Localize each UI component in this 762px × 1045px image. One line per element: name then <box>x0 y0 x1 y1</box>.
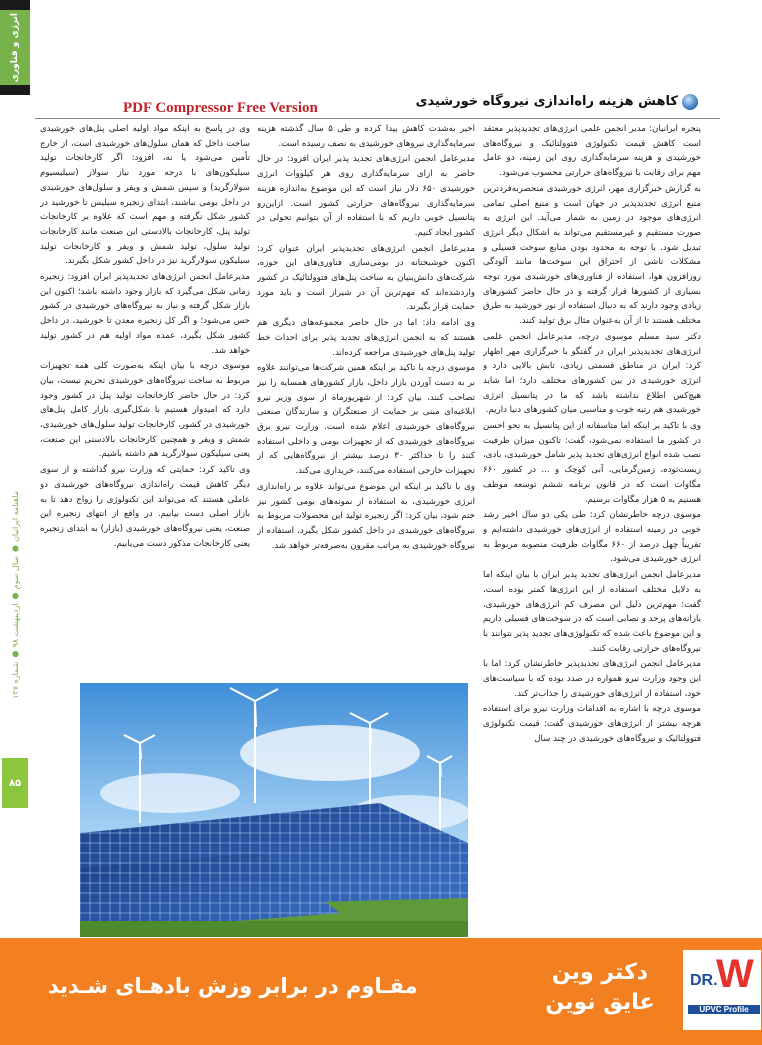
paragraph: وی با تاکید بر اینکه این موضوع می‌تواند علاوه بر راه‌اندازی انرژی خورشیدی، به استفاده از نمونه‌های بومی کشور نیز ختم شود، بیان کرد: اگر زنجیره تولید این محصولات مربوط به نیروگاه‌های خورشیدی در داخل کشور شکل بگیرد، استفاده از نیروگاه خورشیدی به مراتب مقرون به‌صرفه‌تر خواهد شد. <box>257 481 475 551</box>
paragraph: وی ادامه داد: اما در حال حاضر مجموعه‌های دیگری هم هستند که به انجمن انرژی‌های تجدید پذیر برای احداث خط تولید پنل‌های خورشیدی مراجعه کرده‌اند. <box>257 318 475 358</box>
page-number: ۸۵ <box>2 758 28 808</box>
section-tab <box>0 10 30 85</box>
brand-logo-subtitle: UPVC Profile <box>688 1005 760 1014</box>
paragraph: دکتر سید مسلم موسوی درچه، مدیرعامل انجمن علمی انرژی‌های تجدیدپذیر ایران در گفتگو با خبرگزاری مهر اظهار کرد: ایران در مناطق قسمتی زیادی، تابش بالایی دارد و انرژی خورشیدی در بین کشورهای مختلف دارد؛ اما شاید هیچ‌کس اطلاع نداشته باشد که ما در پتانسیل انرژی خورشیدی هم رتبه خوب و مناسبی میان کشورهای دنیا داریم. <box>483 331 701 416</box>
pdf-watermark: PDF Compressor Free Version <box>123 100 318 116</box>
article-column-right <box>483 122 701 882</box>
banner-brand-name: دکتر وین عایق نوین <box>545 960 655 1015</box>
article-column-left <box>40 122 250 682</box>
brand-logo-dr: DR. <box>690 972 718 989</box>
paragraph: وی با تاکید بر اینکه اما متاسفانه از این پتانسیل به نحو احسن در کشور ما استفاده نمی‌شود، گفت: تاکنون میزان ظرفیت نصب شده انواع انرژی‌های تجدید پذیر شامل خورشیدی، بادی، زیست‌توده، زمین‌گرمایی، آبی کوچک و ... در کشور ۶۶۰ مگاوات است که در قانون برنامه ششم توسعه موظف هستیم به ۵ هزار مگاوات برسیم. <box>483 421 701 505</box>
article-column-middle <box>257 122 475 682</box>
paragraph: اخیر به‌شدت کاهش پیدا کرده و طی ۵ سال گذشته هزینه سرمایه‌گذاری نیروهای خورشیدی به نصف رسیده است. <box>257 124 475 149</box>
paragraph: پنجره ایرانیان: مدیر انجمن علمی انرژی‌های تجدیدپذیر معتقد است کاهش قیمت تکنولوژی فتوولتائیک و نیروگاه‌های خورشیدی و هزینه سرمایه‌گذاری روی این زمینه، دو عامل مهم برای رقابت با نیروگاه‌های حرارتی محسوب می‌شود. <box>483 124 701 179</box>
brand-logo-w: W <box>716 952 754 996</box>
paragraph: مدیرعامل انجمن انرژی‌های تجدیدپذیر خاطرنشان کرد: اما با این وجود وزارت نیرو همواره در صدد بوده که با سیاست‌های خود، استفاده از انرژی‌های خورشیدی را جذاب‌تر کند. <box>483 659 701 699</box>
paragraph: وی در پاسخ به اینکه مواد اولیه اصلی پنل‌های خورشیدی ساخت داخل که همان سلول‌های خورشیدی است، از خارج تأمین می‌شود یا نه، افزود: اگر کارخانجات تولید سیلیکون‌های با درجه مورد نیاز سولار (سیلیسیوم سولارگرید) و سپس شمش و ویفر و سلول‌های خورشیدی در داخل بومی نباشند، ابتدای زنجیره سیلیس تا خورشید در کشور شکل نگرفته و مهم است که علاوه بر کارخانجات تولید پنل، کارخانجات بالادستی این صنعت مانند کارخانجات تولید سلول، تولید شمش و ویفر و کارخانجات تولید سیلیکون سولارگرید نیز در داخل کشور شکل بگیرند. <box>40 124 250 267</box>
magazine-issue-info <box>4 410 26 780</box>
solar-panels-photo <box>80 683 468 937</box>
article-title: کاهش هزینه راه‌اندازی نیروگاه خورشیدی <box>415 94 678 109</box>
paragraph: موسوی درچه با تاکید بر اینکه همین شرکت‌ها می‌توانند علاوه بر به دست آوردن بازار داخل، بازار کشورهای همسایه را نیز تصاحب کنند، بیان کرد: از شهریورماه از سوی وزیر نیرو ابلاغیه‌ای مبنی بر حمایت از صنعتگران و سازندگان صنعتی نیروگاه‌های خورشیدی اعلام شده است. وزارت نیرو برق نیروگاه‌های خورشیدی که از تجهیزات بومی و داخلی استفاده کنند را تا حداکثر ۳۰ درصد بیشتر از نیروگاه‌هایی که از تجهیزات خارجی استفاده می‌کنند، خریداری می‌کند. <box>257 363 475 477</box>
paragraph: موسوی درچه خاطرنشان کرد: طی یکی دو سال اخیر رشد خوبی در زمینه استفاده از انرژی‌های خورشیدی داشته‌ایم و تقریباً چهل درصد از ۶۶۰ مگاوات ظرفیت منصوبه مربوط به انرژی خورشیدی می‌شود. <box>483 510 701 565</box>
magazine-issue-text: ماهنامه ایرانیان ● سال سوم ● اردیبهشت ۹۸ ● شماره ۱۲۷ <box>10 491 20 699</box>
paragraph: به گزارش خبرگزاری مهر، انرژی خورشیدی منحصربه‌فردترین منبع انرژی تجدیدپذیر در جهان است و منبع اصلی تمامی انرژی‌های موجود در زمین به شمار می‌آید. این انرژی به صورت مستقیم و غیرمستقیم می‌تواند به اشکال دیگر انرژی تبدیل شود. با توجه به محدود بودن منابع سوخت فسیلی و مشکلات ناشی از احتراق این سوخت‌ها مانند آلودگی روزافزون هوا، استفاده از فناوری‌های خورشیدی مورد توجه بسیاری از کشورها قرار گرفته و در حال حاضر کشورهای زیادی وجود دارند که به دنبال استفاده از نور خورشید به طرق مختلف هستند تا از آن به‌عنوان مثال برق تولید کنند. <box>483 183 701 327</box>
globe-icon <box>682 94 698 110</box>
paragraph: مدیرعامل انجمن انرژی‌های تجدید پذیر ایران با بیان اینکه اما به دلایل مختلف استفاده از این انرژی‌ها کمتر بوده است، گفت: مهم‌ترین دلیل این مصرف کم انرژی‌های خورشیدی، یارانه‌های پرحد و نصابی است که در سوخت‌های فسیلی داریم و این موضوع باعث شده که تکنولوژی‌های تجدید پذیر نتوانند با نیروگاه‌های حرارتی رقابت کنند. <box>483 570 701 654</box>
paragraph: مدیرعامل انجمن انرژی‌های تجدیدپذیر ایران عنوان کرد: اکنون خوشبختانه در بومی‌سازی فناوری‌های این حوزه، شرکت‌های دانش‌بنیان به ساخت پنل‌های فتوولتائیک در کشور واردشده‌اند که مهم‌ترین آن در شیراز است و باید مورد حمایت قرار بگیرند. <box>257 243 475 313</box>
paragraph: مدیرعامل انجمن انرژی‌های تجدیدپذیر ایران افزود: زنجیره زمانی شکل می‌گیرد که بازار وجود داشته باشد؛ اکنون این بازار شکل گرفته و نیاز به نیروگاه‌های خورشیدی در کشور حس می‌شود؛ و اگر کل زنجیره معدن تا خورشید، در داخل کشور شکل بگیرد، عمده مواد اولیه هم در کشور تولید خواهد شد. <box>40 272 250 356</box>
paragraph: وی تاکید کرد: حمایتی که وزارت نیرو گذاشته و از سوی دیگر کاهش قیمت راه‌اندازی نیروگاه‌های خورشیدی دو عاملی هستند که می‌تواند این تکنولوژی را رواج دهد تا به بازار اصلی دست بیابیم. در واقع از انتهای زنجیره این صنعت، یعنی نیروگاه‌های خورشیدی (بازار) به ابتدای زنجیره یعنی کارخانجات مذکور دست می‌یابیم. <box>40 465 250 549</box>
title-divider <box>35 118 720 119</box>
section-tab-label: انرژی و فناوری <box>10 12 20 83</box>
banner-slogan: مقـاوم در برابر وزش بادهـای شـدید <box>48 974 418 998</box>
paragraph: مدیرعامل انجمن انرژی‌های تجدید پذیر ایران افزود: در حال حاضر به ازای سرمایه‌گذاری روی هر کیلووات انرژی خورشیدی ۶۵۰ دلار نیاز است که این موضوع به‌اندازه هزینه سرمایه‌گذاری نیروگاه‌های حرارتی کشور است. ازاین‌رو پتانسیل خوبی داریم که با استفاده از آن بتوانیم تحولی در کشور ایجاد کنیم. <box>257 154 475 238</box>
paragraph: موسوی درچه با اشاره به اقدامات وزارت نیرو برای استفاده هرچه بیشتر از انرژی‌های خورشیدی گفت: قیمت تکنولوژی فتوولتائیک و نیروگاه‌های خورشیدی در چند سال <box>483 704 701 744</box>
paragraph: موسوی درچه با بیان اینکه به‌صورت کلی همه تجهیزات مربوط به ساخت نیروگاه‌های خورشیدی تحریم نیست، بیان کرد: در حال حاضر کارخانجات تولید پنل در کشور وجود دارد که امیدوار هستیم با شکل‌گیری بازار کامل پنل‌های خورشیدی در کشور، کارخانجات تولید سلول‌های خورشیدی، شمش و ویفر و همچنین کارخانجات بالادستی این صنعت، یعنی سیلیکون سولارگرید هم داشته باشیم. <box>40 361 250 460</box>
